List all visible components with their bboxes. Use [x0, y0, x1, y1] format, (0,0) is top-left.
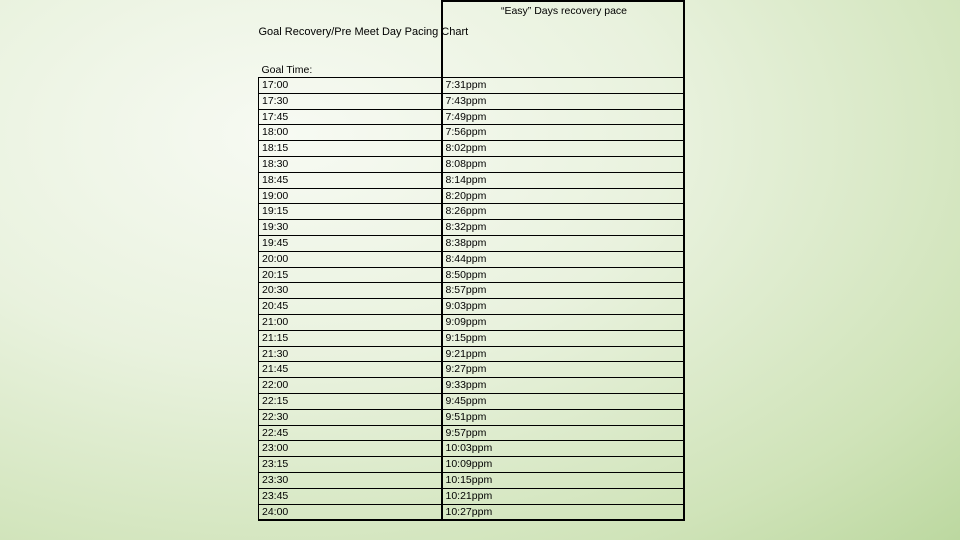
- goal-time-cell: 20:15: [259, 267, 442, 283]
- goal-time-cell: 20:00: [259, 251, 442, 267]
- goal-time-cell: 18:15: [259, 141, 442, 157]
- table-row: [259, 251, 684, 267]
- goal-time-cell: 23:15: [259, 457, 442, 473]
- recovery-pace-cell: 7:31ppm: [442, 78, 684, 94]
- goal-time-cell: 23:45: [259, 488, 442, 504]
- table-row: [259, 409, 684, 425]
- table-row: [259, 93, 684, 109]
- goal-time-cell: 21:15: [259, 330, 442, 346]
- table-row: [259, 235, 684, 251]
- table-row: [259, 78, 684, 94]
- table-row: [259, 362, 684, 378]
- recovery-pace-cell: 7:49ppm: [442, 109, 684, 125]
- goal-time-cell: 19:15: [259, 204, 442, 220]
- chart-title: Goal Recovery/Pre Meet Day Pacing Chart: [258, 26, 469, 38]
- recovery-pace-cell: 9:15ppm: [442, 330, 684, 346]
- table-row: [259, 457, 684, 473]
- goal-time-cell: 24:00: [259, 504, 442, 520]
- recovery-pace-cell: 10:03ppm: [442, 441, 684, 457]
- recovery-pace-cell: 7:43ppm: [442, 93, 684, 109]
- goal-time-cell: 22:30: [259, 409, 442, 425]
- goal-time-cell: 23:00: [259, 441, 442, 457]
- table-row: [259, 299, 684, 315]
- table-row: [259, 441, 684, 457]
- recovery-pace-cell: 10:15ppm: [442, 472, 684, 488]
- table-row: [259, 283, 684, 299]
- table-row: [259, 488, 684, 504]
- recovery-pace-cell: 10:09ppm: [442, 457, 684, 473]
- table-header-row: [259, 1, 684, 63]
- chart-title-cell: [258, 1, 469, 63]
- goal-time-cell: 17:45: [259, 109, 442, 125]
- recovery-pace-cell: 7:56ppm: [442, 125, 684, 141]
- goal-time-cell: 18:30: [259, 156, 442, 172]
- goal-time-cell: 21:45: [259, 362, 442, 378]
- recovery-pace-cell: 9:51ppm: [442, 409, 684, 425]
- recovery-pace-cell: 9:09ppm: [442, 314, 684, 330]
- goal-time-cell: 19:45: [259, 235, 442, 251]
- goal-time-cell: 22:45: [259, 425, 442, 441]
- recovery-pace-cell: 9:45ppm: [442, 393, 684, 409]
- goal-time-cell: 19:30: [259, 220, 442, 236]
- pacing-chart-table-wrapper: [258, 0, 683, 521]
- table-row: [259, 220, 684, 236]
- pacing-chart-table: [258, 0, 685, 521]
- pace-column-header-cell: [442, 1, 684, 78]
- recovery-pace-cell: 8:38ppm: [442, 235, 684, 251]
- goal-time-cell: 19:00: [259, 188, 442, 204]
- goal-time-cell: 23:30: [259, 472, 442, 488]
- recovery-pace-cell: 8:20ppm: [442, 188, 684, 204]
- recovery-pace-cell: 8:44ppm: [442, 251, 684, 267]
- table-row: [259, 109, 684, 125]
- recovery-pace-cell: 8:26ppm: [442, 204, 684, 220]
- recovery-pace-cell: 9:21ppm: [442, 346, 684, 362]
- recovery-pace-cell: 9:03ppm: [442, 299, 684, 315]
- goal-time-cell: 20:45: [259, 299, 442, 315]
- recovery-pace-cell: 8:32ppm: [442, 220, 684, 236]
- table-row: [259, 204, 684, 220]
- table-row: [259, 425, 684, 441]
- table-row: [259, 188, 684, 204]
- table-row: [259, 472, 684, 488]
- table-row: [259, 346, 684, 362]
- recovery-pace-cell: 8:57ppm: [442, 283, 684, 299]
- recovery-pace-cell: 8:08ppm: [442, 156, 684, 172]
- goal-time-cell: 20:30: [259, 283, 442, 299]
- table-row: [259, 393, 684, 409]
- table-row: [259, 141, 684, 157]
- recovery-pace-cell: 9:27ppm: [442, 362, 684, 378]
- goal-time-cell: 21:00: [259, 314, 442, 330]
- goal-time-cell: 17:00: [259, 78, 442, 94]
- goal-time-cell: 22:00: [259, 378, 442, 394]
- goal-time-cell: 21:30: [259, 346, 442, 362]
- goal-time-label: Goal Time:: [259, 63, 442, 78]
- table-row: [259, 267, 684, 283]
- table-row: [259, 125, 684, 141]
- table-row: [259, 378, 684, 394]
- recovery-pace-cell: 9:33ppm: [442, 378, 684, 394]
- goal-time-cell: 17:30: [259, 93, 442, 109]
- goal-time-cell: 18:45: [259, 172, 442, 188]
- recovery-pace-cell: 8:50ppm: [442, 267, 684, 283]
- table-row: [259, 314, 684, 330]
- goal-time-cell: 22:15: [259, 393, 442, 409]
- recovery-pace-cell: 9:57ppm: [442, 425, 684, 441]
- table-row: [259, 504, 684, 520]
- recovery-pace-cell: 8:14ppm: [442, 172, 684, 188]
- table-row: [259, 172, 684, 188]
- pace-column-header: “Easy” Days recovery pace: [500, 5, 628, 17]
- recovery-pace-cell: 10:27ppm: [442, 504, 684, 520]
- recovery-pace-cell: 10:21ppm: [442, 488, 684, 504]
- table-row: [259, 330, 684, 346]
- recovery-pace-cell: 8:02ppm: [442, 141, 684, 157]
- table-row: [259, 156, 684, 172]
- goal-time-cell: 18:00: [259, 125, 442, 141]
